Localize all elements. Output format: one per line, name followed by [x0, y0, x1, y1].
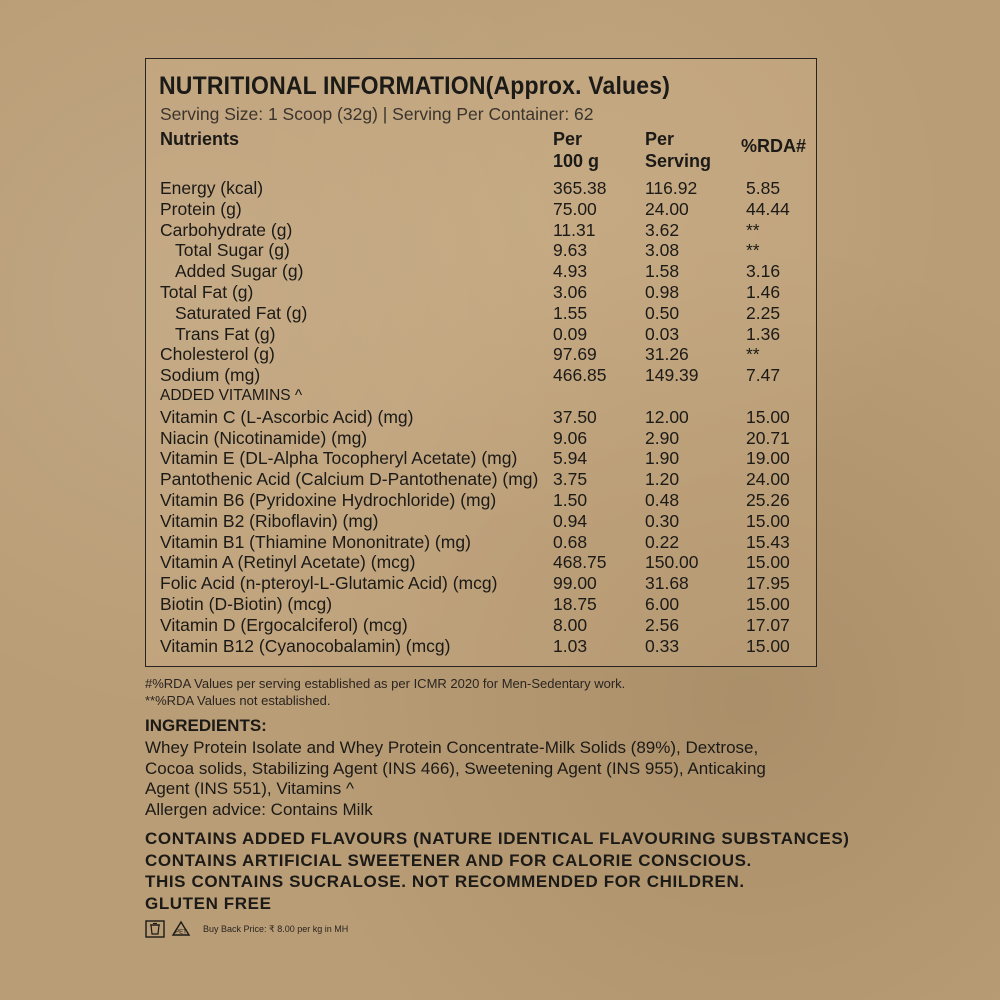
nutrient-table: [160, 178, 810, 656]
per-serving-value: 1.20: [645, 469, 680, 490]
per-serving-value: 2.56: [645, 614, 680, 635]
allergen-advice: Allergen advice: Contains Milk: [145, 800, 373, 819]
header-per-serving-line2: Serving: [645, 151, 712, 171]
per-serving-value: 1.58: [645, 261, 680, 282]
rda-value: 7.47: [746, 365, 781, 386]
table-row: [160, 365, 810, 386]
per-serving-value: 6.00: [645, 593, 680, 614]
per-serving-value: 150.00: [645, 552, 699, 573]
per-100g-value: 9.63: [553, 240, 588, 261]
ingredients-title: INGREDIENTS:: [145, 716, 267, 735]
per-100g-value: 3.06: [553, 281, 588, 302]
warning-line: CONTAINS ADDED FLAVOURS (NATURE IDENTICAL FLAVOURING SUBSTANCES): [145, 829, 850, 848]
per-serving-value: 0.03: [645, 323, 680, 344]
warnings-block: [145, 828, 850, 914]
nutrient-name: Trans Fat (g): [175, 323, 276, 344]
nutrient-name: Vitamin B1 (Thiamine Mononitrate) (mg): [160, 531, 471, 552]
warning-line: GLUTEN FREE: [145, 893, 272, 913]
nutrient-name: Vitamin B6 (Pyridoxine Hydrochloride) (mg): [160, 489, 497, 510]
table-row: [160, 303, 810, 324]
footer-bar: [145, 918, 348, 940]
nutrient-name: Vitamin B2 (Riboflavin) (mg): [160, 510, 379, 531]
nutrient-name: Cholesterol (g): [160, 344, 275, 365]
rda-value: 1.46: [746, 281, 781, 302]
recycle-bin-icon: [145, 920, 165, 938]
serving-info: Serving Size: 1 Scoop (32g) | Serving Per Container: 62: [160, 104, 594, 124]
rda-value: 20.71: [746, 427, 790, 448]
per-serving-value: 3.62: [645, 219, 680, 240]
per-serving-value: 0.98: [645, 281, 680, 302]
warning-line: THIS CONTAINS SUCRALOSE. NOT RECOMMENDED FOR CHILDREN.: [145, 872, 745, 891]
per-100g-value: 4.93: [553, 261, 588, 282]
per-serving-value: 31.26: [645, 344, 689, 365]
table-row: [160, 240, 810, 261]
per-100g-value: 1.50: [553, 489, 588, 510]
header-per-100g-line1: Per: [553, 129, 583, 149]
buy-back-price: Buy Back Price: ₹ 8.00 per kg in MH: [203, 923, 349, 934]
rda-value: 1.36: [746, 323, 781, 344]
rda-footnotes: [145, 675, 625, 709]
nutrient-name: Added Sugar (g): [175, 261, 304, 282]
table-row: [160, 573, 810, 594]
per-100g-value: 9.06: [553, 427, 588, 448]
rda-value: 3.16: [746, 261, 781, 282]
header-nutrients: Nutrients: [160, 129, 240, 149]
per-100g-value: 18.75: [553, 593, 597, 614]
nutrient-name: Carbohydrate (g): [160, 219, 293, 240]
added-vitamins-heading: ADDED VITAMINS ^: [160, 386, 303, 404]
rda-value: 44.44: [746, 198, 790, 219]
table-row: [160, 220, 810, 241]
table-row: [160, 324, 810, 345]
table-row: [160, 615, 810, 636]
recycle-triangle-icon: [171, 920, 191, 938]
table-row: [160, 469, 810, 490]
per-serving-value: 0.50: [645, 302, 680, 323]
per-serving-value: 12.00: [645, 406, 689, 427]
header-per-100g-line2: 100 g: [553, 151, 600, 171]
table-row: [160, 428, 810, 449]
table-row: [160, 282, 810, 303]
per-100g-value: 99.00: [553, 573, 597, 594]
per-100g-value: 466.85: [553, 365, 607, 386]
table-row: [160, 490, 810, 511]
rda-footnote: #%RDA Values per serving established as per ICMR 2020 for Men-Sedentary work.: [145, 676, 626, 691]
per-serving-value: 149.39: [645, 365, 699, 386]
rda-value: 15.00: [746, 593, 790, 614]
table-row: [160, 552, 810, 573]
nutrient-name: Vitamin C (L-Ascorbic Acid) (mg): [160, 406, 414, 427]
nutrient-name: Vitamin E (DL-Alpha Tocopheryl Acetate) (mg): [160, 448, 518, 469]
nutrient-name: Total Sugar (g): [175, 240, 290, 261]
per-100g-value: 365.38: [553, 178, 607, 198]
nutrient-name: Vitamin A (Retinyl Acetate) (mcg): [160, 552, 416, 573]
panel-title: NUTRITIONAL INFORMATION(Approx. Values): [159, 72, 671, 100]
table-row: [160, 407, 810, 428]
table-row: [160, 261, 810, 282]
warning-line: CONTAINS ARTIFICIAL SWEETENER AND FOR CALORIE CONSCIOUS.: [145, 850, 752, 870]
rda-value: 19.00: [746, 448, 790, 469]
header-per-serving-line1: Per: [645, 129, 675, 149]
rda-footnote: **%RDA Values not established.: [145, 693, 331, 708]
rda-value: 15.00: [746, 635, 790, 656]
rda-value: 5.85: [746, 178, 781, 198]
rda-value: 24.00: [746, 469, 790, 490]
per-100g-value: 0.68: [553, 531, 588, 552]
nutrient-name: Niacin (Nicotinamide) (mg): [160, 427, 368, 448]
table-row: [160, 448, 810, 469]
rda-value: 15.00: [746, 510, 790, 531]
rda-value: **: [746, 240, 760, 261]
rda-value: 15.00: [746, 552, 790, 573]
rda-value: 15.43: [746, 531, 790, 552]
per-serving-value: 0.33: [645, 635, 680, 656]
table-row: [160, 344, 810, 365]
header-rda: %RDA#: [741, 136, 807, 156]
svg-text:PET: PET: [175, 929, 187, 936]
nutrient-name: Pantothenic Acid (Calcium D-Pantothenate) (mg): [160, 469, 539, 490]
rda-value: 15.00: [746, 406, 790, 427]
nutrient-name: Sodium (mg): [160, 365, 261, 386]
nutrient-name: Total Fat (g): [160, 281, 254, 302]
per-serving-value: 2.90: [645, 427, 680, 448]
per-100g-value: 8.00: [553, 614, 588, 635]
per-100g-value: 75.00: [553, 198, 597, 219]
nutrient-name: Energy (kcal): [160, 178, 264, 198]
per-100g-value: 1.55: [553, 302, 588, 323]
rda-value: 2.25: [746, 302, 781, 323]
rda-value: 17.95: [746, 573, 790, 594]
per-100g-value: 37.50: [553, 406, 597, 427]
per-serving-value: 24.00: [645, 198, 689, 219]
per-100g-value: 3.75: [553, 469, 588, 490]
nutrient-name: Saturated Fat (g): [175, 302, 308, 323]
per-100g-value: 5.94: [553, 448, 588, 469]
nutrient-name: Folic Acid (n-pteroyl-L-Glutamic Acid) (mcg): [160, 573, 498, 594]
per-serving-value: 0.22: [645, 531, 680, 552]
nutrient-name: Biotin (D-Biotin) (mcg): [160, 593, 333, 614]
per-serving-value: 31.68: [645, 573, 689, 594]
nutrient-name: Protein (g): [160, 198, 242, 219]
rda-value: **: [746, 344, 760, 365]
table-row: [160, 532, 810, 553]
per-100g-value: 97.69: [553, 344, 597, 365]
rda-value: 25.26: [746, 489, 790, 510]
nutrient-name: Vitamin B12 (Cyanocobalamin) (mcg): [160, 635, 451, 656]
per-serving-value: 0.48: [645, 489, 680, 510]
rda-value: **: [746, 219, 760, 240]
table-row: [160, 178, 810, 199]
section-heading-row: [160, 386, 810, 407]
table-row: [160, 199, 810, 220]
table-row: [160, 511, 810, 532]
per-100g-value: 0.09: [553, 323, 588, 344]
header-per-serving: [645, 128, 711, 172]
per-serving-value: 0.30: [645, 510, 680, 531]
table-row: [160, 594, 810, 615]
per-100g-value: 0.94: [553, 510, 588, 531]
header-per-100g: [553, 128, 599, 172]
per-100g-value: 468.75: [553, 552, 607, 573]
per-100g-value: 1.03: [553, 635, 588, 656]
per-serving-value: 1.90: [645, 448, 680, 469]
per-100g-value: 11.31: [553, 219, 596, 240]
nutrient-name: Vitamin D (Ergocalciferol) (mcg): [160, 614, 408, 635]
per-serving-value: 3.08: [645, 240, 680, 261]
per-serving-value: 116.92: [645, 178, 698, 198]
ingredients-text: Whey Protein Isolate and Whey Protein Concentrate-Milk Solids (89%), Dextrose, Cocoa solids, Stabilizing Agent (INS 466), Sweetening Agent (INS 955), Anticaking Agent (INS 551), Vitamins ^: [145, 738, 766, 798]
rda-value: 17.07: [746, 614, 790, 635]
table-row: [160, 636, 810, 657]
